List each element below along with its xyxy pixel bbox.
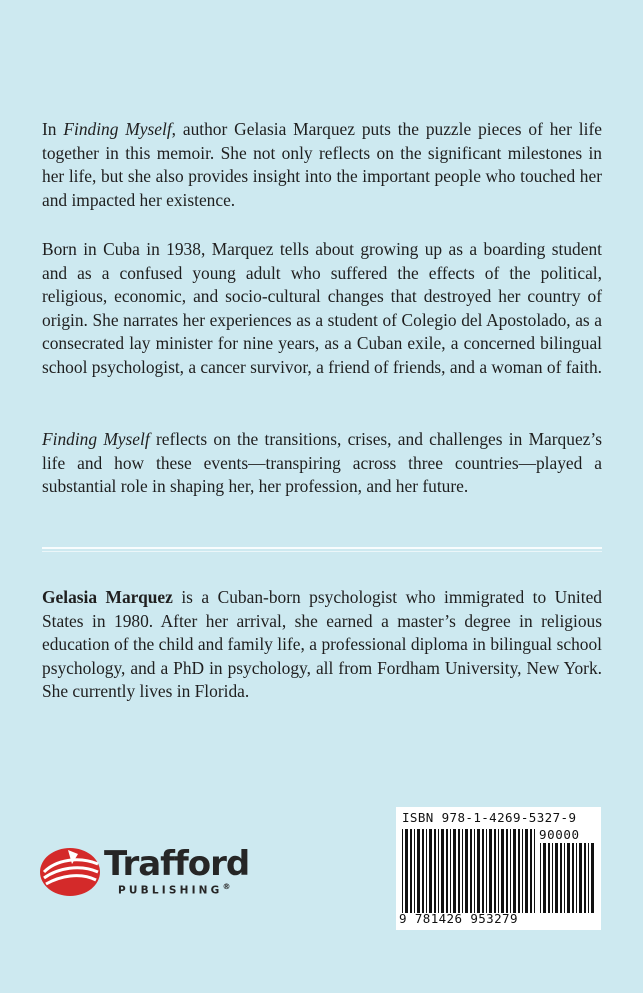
isbn-barcode [396, 807, 601, 930]
publisher-name: Trafford [104, 844, 250, 884]
book-title-italic: Finding Myself [63, 119, 172, 139]
description-paragraph-1 [42, 118, 602, 212]
trafford-emblem-icon [38, 842, 102, 898]
price-code: 90000 [539, 827, 580, 842]
isbn-label: ISBN 978-1-4269-5327-9 [402, 810, 577, 825]
description-paragraph-2: Born in Cuba in 1938, Marquez tells about growing up as a boarding student and as a confused young adult who suffered the effects of the political, religious, economic, and socio-cultural changes that destroyed her country of origin. She narrates her experiences as a student of Colegio del Apostolado, as a consecrated lay minister for nine years, as a Cuban exile, a concerned bilingual school psychologist, a cancer survivor, a friend of friends, and a woman of faith. [42, 239, 602, 377]
author-bio [42, 586, 602, 704]
p1-body: , author Gelasia Marquez puts the puzzle pieces of her life together in this memoir. She not only reflects on the significant milestones in her life, but she also provides insight into the important people who touched her and impacted her existence. [42, 119, 602, 210]
barcode-digits: 9 781426 953279 [399, 911, 518, 926]
section-divider [42, 545, 602, 555]
registered-mark: ® [222, 882, 231, 891]
book-title-italic-2: Finding Myself [42, 429, 150, 449]
description-paragraph-3 [42, 428, 602, 499]
p3-body: reflects on the transitions, crises, and challenges in Marquez’s life and how these events—transpiring across three countries—played a substantial role in shaping her, her profession, and her future. [42, 429, 602, 496]
p1-lead: In [42, 119, 64, 139]
publisher-sub-text: PUBLISHING [118, 884, 223, 897]
addon-barcode-bars [540, 843, 596, 913]
trafford-logo [38, 842, 278, 902]
publisher-sub [118, 882, 231, 897]
author-bio-text: is a Cuban-born psychologist who immigrated to United States in 1980. After her arrival, she earned a master’s degree in religious education of the child and family life, a professional diploma in bilingual school psychology, and a PhD in psychology, all from Fordham University, New York. She currently lives in Florida. [42, 587, 602, 701]
barcode-bars [402, 829, 536, 913]
author-name: Gelasia Marquez [42, 587, 173, 607]
